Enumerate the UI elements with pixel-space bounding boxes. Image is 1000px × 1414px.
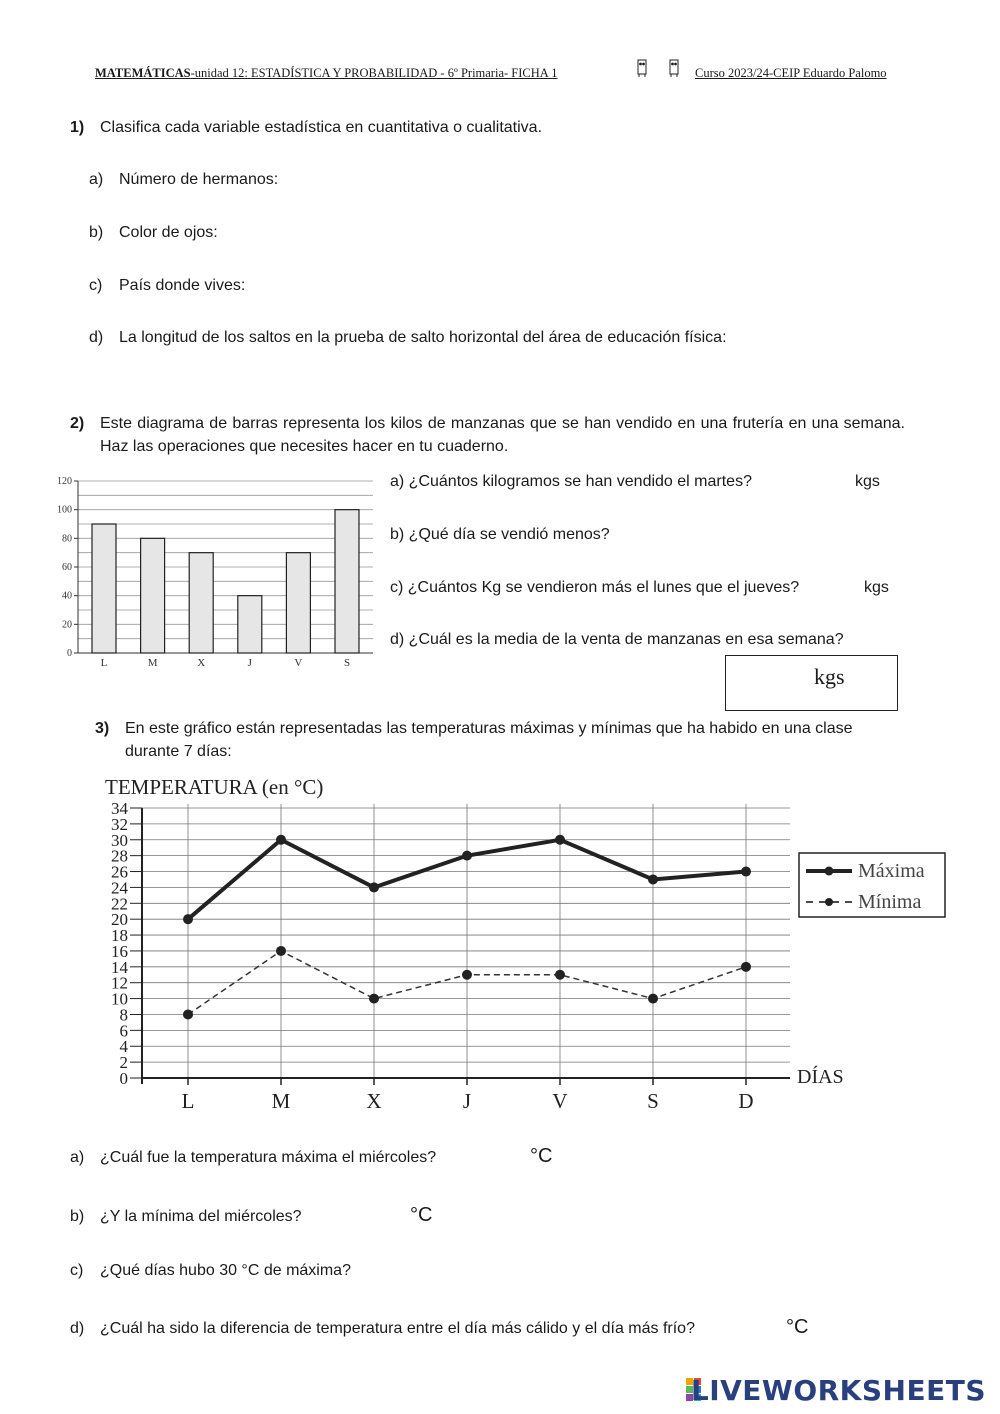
y-tick-label: 14 — [111, 957, 128, 977]
question-text: Este diagrama de barras representa los kilos de manzanas que se han vendido en una frutería en una semana. Haz las operaciones que necesites hacer en tu cuaderno. — [100, 415, 905, 455]
answer-unit: kgs — [814, 664, 845, 689]
bar-V — [286, 553, 310, 653]
question-text: Clasifica cada variable estadística en cuantitativa o cualitativa. — [100, 119, 543, 136]
bar-X — [189, 553, 213, 653]
y-tick-label: 4 — [119, 1037, 128, 1057]
series-maxima-point — [555, 835, 565, 845]
series-minima-point — [555, 970, 565, 980]
item-text: La longitud de los saltos en la prueba de salto horizontal del área de educación física: — [119, 329, 727, 346]
item-letter: a) — [70, 1149, 85, 1166]
q3-item-b-unit: °C — [410, 1204, 433, 1226]
x-tick-label: V — [294, 657, 303, 669]
q2-item-a: a) ¿Cuántos kilogramos se han vendido el martes? — [390, 473, 752, 490]
item-text: ¿Qué días hubo 30 °C de máxima? — [100, 1262, 351, 1279]
question-3 — [95, 717, 895, 763]
item-text: Color de ojos: — [119, 224, 218, 241]
x-axis-label: DÍAS — [797, 1066, 844, 1088]
y-tick-label: 0 — [119, 1069, 128, 1088]
series-maxima-point — [648, 874, 658, 884]
question-number: 2) — [70, 415, 85, 432]
y-tick-label: 16 — [111, 941, 128, 961]
y-tick-label: 80 — [62, 533, 72, 545]
q2-item-d: d) ¿Cuál es la media de la venta de manzanas en esa semana? — [390, 631, 844, 648]
y-tick-label: 120 — [57, 476, 72, 487]
y-tick-label: 0 — [67, 648, 72, 659]
y-tick-label: 100 — [57, 504, 72, 516]
legend-minima-point — [825, 898, 833, 906]
question-2 — [70, 412, 905, 458]
x-tick-label: S — [343, 657, 351, 669]
bar-L — [92, 524, 116, 653]
header-unit: -unidad 12: ESTADÍSTICA Y PROBABILIDAD - 6º Primaria- FICHA 1 — [190, 66, 558, 80]
x-tick-label: V — [552, 1089, 568, 1113]
x-tick-label: L — [100, 657, 108, 669]
question-text: En este gráfico están representadas las temperaturas máximas y mínimas que ha habido en una clase durante 7 días: — [125, 720, 853, 760]
q2-item-a-unit: kgs — [855, 473, 880, 490]
x-tick-label: M — [271, 1089, 291, 1113]
series-minima-point — [648, 994, 658, 1004]
q3-item-d — [70, 1320, 695, 1338]
item-letter: d) — [89, 329, 104, 346]
bar-J — [238, 596, 262, 653]
y-tick-label: 8 — [119, 1005, 128, 1025]
q1-item-a — [89, 171, 278, 189]
answer-box[interactable] — [725, 655, 898, 711]
q1-item-d — [89, 329, 727, 347]
item-letter: c) — [70, 1262, 84, 1279]
y-tick-label: 40 — [62, 590, 72, 602]
x-tick-label: D — [738, 1089, 754, 1113]
owl-icon — [635, 58, 649, 78]
q3-item-c — [70, 1262, 351, 1280]
page-header — [95, 66, 887, 81]
series-minima-point — [741, 962, 751, 972]
series-maxima-point — [462, 851, 472, 861]
item-letter: c) — [89, 277, 103, 294]
y-tick-label: 10 — [111, 989, 128, 1009]
q2-item-c: c) ¿Cuántos Kg se vendieron más el lunes que el jueves? — [390, 579, 800, 596]
y-tick-label: 2 — [119, 1053, 128, 1073]
series-maxima-point — [183, 914, 193, 924]
chart-legend — [799, 853, 945, 917]
item-text: Número de hermanos: — [119, 171, 279, 188]
question-1 — [70, 116, 542, 139]
header-course: Curso 2023/24-CEIP Eduardo Palomo — [695, 66, 887, 80]
y-tick-label: 26 — [111, 862, 128, 882]
y-tick-label: 22 — [111, 894, 128, 914]
bar-M — [141, 538, 165, 653]
question-number: 3) — [95, 720, 110, 737]
series-maxima-point — [369, 882, 379, 892]
brand-name: LIVEWORKSHEETS — [690, 1374, 986, 1407]
x-tick-label: L — [181, 1089, 195, 1113]
series-maxima-point — [276, 835, 286, 845]
y-tick-label: 24 — [111, 878, 128, 898]
series-minima-point — [462, 970, 472, 980]
q2-item-b: b) ¿Qué día se vendió menos? — [390, 526, 610, 543]
series-maxima-point — [741, 867, 751, 877]
item-text: ¿Y la mínima del miércoles? — [100, 1208, 302, 1225]
q3-item-a-unit: °C — [530, 1145, 553, 1167]
x-tick-label: X — [197, 657, 206, 669]
y-tick-label: 12 — [111, 973, 128, 993]
bar-chart — [48, 472, 378, 672]
temperature-chart — [100, 772, 960, 1117]
header-subject: MATEMÁTICAS — [95, 66, 191, 80]
chart-title: TEMPERATURA (en °C) — [105, 775, 324, 799]
question-number: 1) — [70, 119, 85, 136]
y-tick-label: 20 — [62, 619, 72, 631]
q3-item-b — [70, 1208, 302, 1226]
x-tick-label: J — [247, 657, 252, 669]
y-tick-label: 60 — [62, 562, 72, 573]
legend-minima-label: Mínima — [858, 891, 922, 913]
series-minima-point — [183, 1009, 193, 1019]
x-tick-label: M — [147, 657, 158, 669]
y-tick-label: 6 — [119, 1021, 128, 1041]
item-text: País donde vives: — [119, 277, 246, 294]
q3-item-a — [70, 1149, 436, 1167]
x-tick-label: S — [647, 1089, 659, 1113]
q1-item-b — [89, 224, 218, 242]
y-tick-label: 20 — [111, 910, 128, 930]
item-text: ¿Cuál fue la temperatura máxima el miércoles? — [100, 1149, 437, 1166]
q3-item-d-unit: °C — [786, 1316, 809, 1338]
legend-maxima-label: Máxima — [858, 860, 925, 882]
owl-icon — [667, 58, 681, 78]
bar-S — [335, 510, 359, 653]
y-tick-label: 32 — [111, 814, 128, 834]
y-tick-label: 28 — [111, 846, 128, 866]
q1-item-c — [89, 277, 245, 295]
x-tick-label: X — [366, 1089, 382, 1113]
y-tick-label: 34 — [111, 799, 128, 818]
series-minima-point — [369, 994, 379, 1004]
series-minima-point — [276, 946, 286, 956]
item-letter: d) — [70, 1320, 85, 1337]
q2-item-c-unit: kgs — [864, 579, 889, 596]
item-letter: b) — [70, 1208, 85, 1225]
item-letter: a) — [89, 171, 104, 188]
x-tick-label: J — [462, 1089, 472, 1113]
legend-maxima-point — [825, 867, 834, 876]
y-tick-label: 30 — [111, 830, 128, 850]
item-letter: b) — [89, 224, 104, 241]
y-tick-label: 18 — [111, 926, 128, 946]
item-text: ¿Cuál ha sido la diferencia de temperatura entre el día más cálido y el día más frío? — [100, 1320, 695, 1337]
